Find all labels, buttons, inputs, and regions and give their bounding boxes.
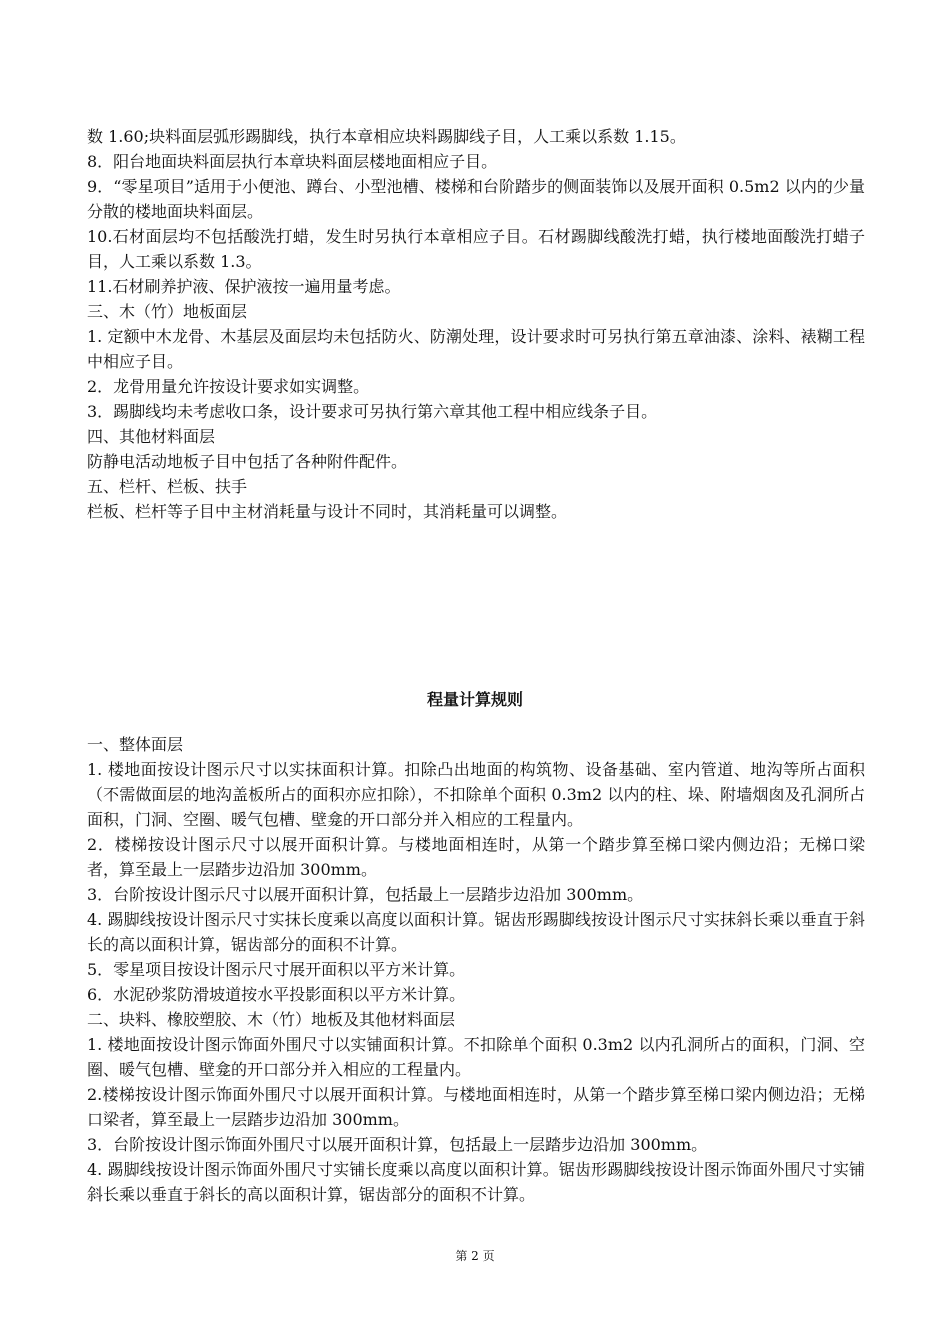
paragraph: 2.楼梯按设计图示饰面外围尺寸以展开面积计算。与楼地面相连时，从第一个踏步算至梯口梁内侧边沿；无梯口梁者，算至最上一层踏步边沿加 300mm。 — [87, 1085, 865, 1129]
section-heading: 一、整体面层 — [87, 735, 184, 754]
paragraph: 5．零星项目按设计图示尺寸展开面积以平方米计算。 — [87, 960, 466, 979]
section-heading: 二、块料、橡胶塑胶、木（竹）地板及其他材料面层 — [87, 1010, 456, 1029]
paragraph: 数 1.60;块料面层弧形踢脚线，执行本章相应块料踢脚线子目，人工乘以系数 1.15。 — [87, 127, 686, 146]
paragraph: 防静电活动地板子目中包括了各种附件配件。 — [87, 452, 408, 471]
paragraph: 2．楼梯按设计图示尺寸以展开面积计算。与楼地面相连时，从第一个踏步算至梯口梁内侧边沿；无梯口梁者，算至最上一层踏步边沿加 300mm。 — [87, 835, 865, 879]
section-heading: 五、栏杆、栏板、扶手 — [87, 477, 248, 496]
top-text-block — [87, 124, 865, 524]
bottom-text-block — [87, 732, 865, 1207]
paragraph: 9．“零星项目”适用于小便池、蹲台、小型池槽、楼梯和台阶踏步的侧面装饰以及展开面积 0.5m2 以内的少量分散的楼地面块料面层。 — [87, 177, 865, 221]
paragraph: 8．阳台地面块料面层执行本章块料面层楼地面相应子目。 — [87, 152, 498, 171]
section-title: 程量计算规则 — [426, 690, 523, 709]
paragraph: 1. 楼地面按设计图示饰面外围尺寸以实铺面积计算。不扣除单个面积 0.3m2 以内孔洞所占的面积，门洞、空圈、暖气包槽、壁龛的开口部分并入相应的工程量内。 — [87, 1035, 865, 1079]
paragraph: 10.石材面层均不包括酸洗打蜡，发生时另执行本章相应子目。石材踢脚线酸洗打蜡，执行楼地面酸洗打蜡子目，人工乘以系数 1.3。 — [87, 227, 865, 271]
paragraph: 11.石材刷养护液、保护液按一遍用量考虑。 — [87, 277, 401, 296]
paragraph: 1. 定额中木龙骨、木基层及面层均未包括防火、防潮处理，设计要求时可另执行第五章油漆、涂料、裱糊工程中相应子目。 — [87, 327, 865, 371]
paragraph: 3．台阶按设计图示饰面外围尺寸以展开面积计算，包括最上一层踏步边沿加 300mm。 — [87, 1135, 708, 1154]
paragraph: 栏板、栏杆等子目中主材消耗量与设计不同时，其消耗量可以调整。 — [87, 502, 568, 521]
paragraph: 2．龙骨用量允许按设计要求如实调整。 — [87, 377, 370, 396]
paragraph: 3．踢脚线均未考虑收口条，设计要求可另执行第六章其他工程中相应线条子目。 — [87, 402, 658, 421]
paragraph: 1. 楼地面按设计图示尺寸以实抹面积计算。扣除凸出地面的构筑物、设备基础、室内管道、地沟等所占面积（不需做面层的地沟盖板所占的面积亦应扣除），不扣除单个面积 0.3m2 以内的柱、垛、附墙烟囱及孔洞所占面积，门洞、空圈、暖气包槽、壁龛的开口部分并入相应的工程量内。 — [87, 760, 865, 829]
paragraph: 6．水泥砂浆防滑坡道按水平投影面积以平方米计算。 — [87, 985, 466, 1004]
section-heading: 四、其他材料面层 — [87, 427, 216, 446]
paragraph: 4. 踢脚线按设计图示饰面外围尺寸实铺长度乘以高度以面积计算。锯齿形踢脚线按设计图示饰面外围尺寸实铺斜长乘以垂直于斜长的高以面积计算，锯齿部分的面积不计算。 — [87, 1160, 865, 1204]
paragraph: 3．台阶按设计图示尺寸以展开面积计算，包括最上一层踏步边沿加 300mm。 — [87, 885, 644, 904]
page-number: 第 2 页 — [455, 1249, 495, 1263]
paragraph: 4. 踢脚线按设计图示尺寸实抹长度乘以高度以面积计算。锯齿形踢脚线按设计图示尺寸实抹斜长乘以垂直于斜长的高以面积计算，锯齿部分的面积不计算。 — [87, 910, 865, 954]
section-heading: 三、木（竹）地板面层 — [87, 302, 248, 321]
